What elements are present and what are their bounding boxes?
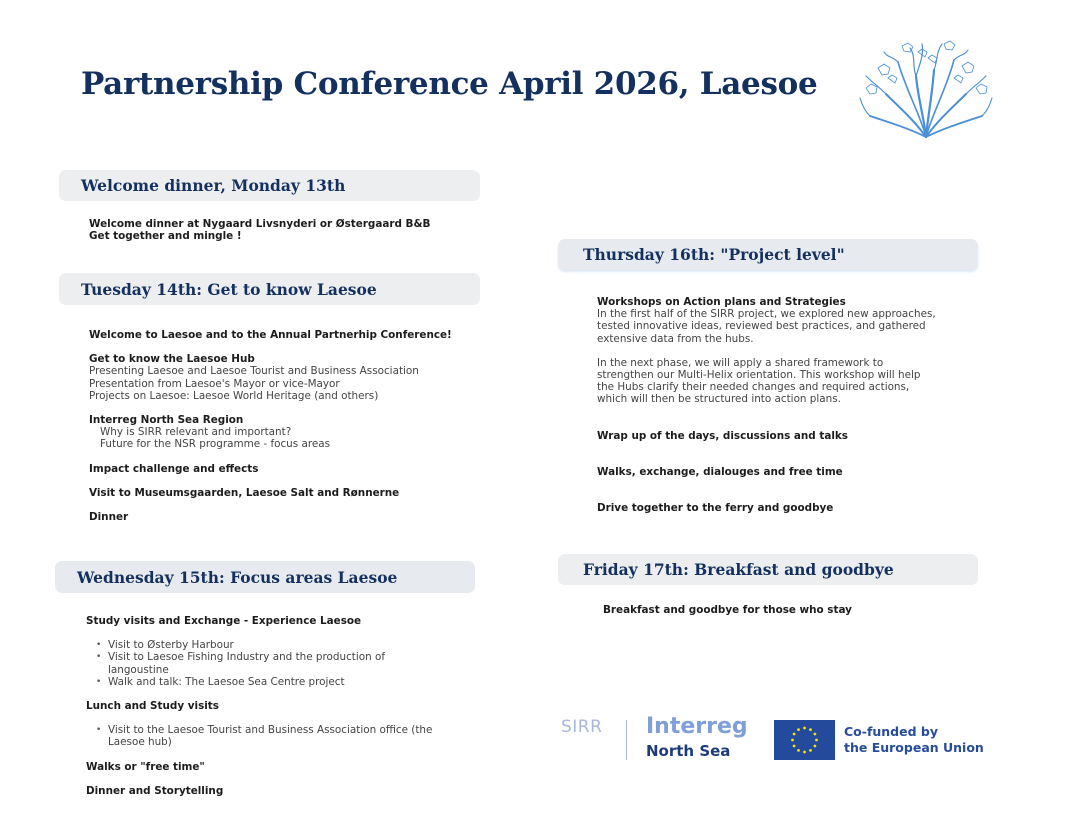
heading-text: Friday 17th: Breakfast and goodbye bbox=[583, 560, 894, 579]
study-item: • Visit to Laesoe Fishing Industry and the production of langoustine bbox=[108, 651, 408, 675]
breakfast-line: Breakfast and goodbye for those who stay bbox=[603, 604, 852, 616]
study-title: Study visits and Exchange - Experience Laesoe bbox=[86, 615, 362, 627]
eu-flag-icon bbox=[774, 720, 835, 760]
day-heading-thursday bbox=[558, 239, 978, 270]
eu-line: the European Union bbox=[844, 740, 984, 755]
wrap-line: Wrap up of the days, discussions and talks bbox=[597, 429, 848, 442]
dinner-line: Dinner and Storytelling bbox=[86, 784, 224, 797]
sirr-logo: SIRR bbox=[561, 717, 603, 737]
eu-cofunded-label bbox=[844, 724, 984, 756]
walks-line: Walks or "free time" bbox=[86, 760, 205, 773]
workshop-paragraph: In the next phase, we will apply a shared framework to strengthen our Multi-Helix orientation. This workshop will help the Hubs clarify their needed changes and required actions, which will then be structured into action plans. bbox=[597, 356, 921, 406]
interreg-title: Interreg North Sea Region bbox=[89, 414, 244, 427]
hub-item: Presenting Laesoe and Laesoe Tourist and Business Association bbox=[89, 365, 419, 378]
day-heading-friday bbox=[558, 554, 978, 585]
day-heading-monday bbox=[59, 170, 480, 201]
heading-text: Thursday 16th: "Project level" bbox=[583, 245, 845, 264]
eu-line: Co-funded by bbox=[844, 724, 939, 739]
day-heading-tuesday bbox=[59, 273, 480, 305]
detail-line: Welcome dinner at Nygaard Livsnyderi or Østergaard B&B bbox=[89, 218, 431, 230]
lunch-title: Lunch and Study visits bbox=[86, 700, 219, 713]
workshop-paragraph: In the first half of the SIRR project, we explored new approaches, tested innovative ideas, reviewed best practices, and gathered extensive data from the hubs. bbox=[597, 308, 936, 345]
interreg-item: Future for the NSR programme - focus areas bbox=[100, 438, 331, 451]
day-heading-wednesday bbox=[55, 561, 475, 593]
impact-line: Impact challenge and effects bbox=[89, 462, 259, 475]
detail-line: Get together and mingle ! bbox=[89, 230, 242, 243]
dinner-line: Dinner bbox=[89, 511, 129, 524]
hub-item: Presentation from Laesoe's Mayor or vice-Mayor bbox=[89, 377, 340, 390]
lunch-item: • Visit to the Laesoe Tourist and Business Association office (the Laesoe hub) bbox=[108, 724, 453, 748]
drive-line: Drive together to the ferry and goodbye bbox=[597, 502, 834, 515]
tuesday-details bbox=[89, 329, 452, 523]
hub-item: Projects on Laesoe: Laesoe World Heritage (and others) bbox=[89, 389, 379, 402]
heading-text: Welcome dinner, Monday 13th bbox=[81, 176, 346, 195]
hub-title: Get to know the Laesoe Hub bbox=[89, 353, 255, 366]
wednesday-details bbox=[86, 615, 456, 797]
study-item: • Walk and talk: The Laesoe Sea Centre project bbox=[108, 676, 456, 688]
workshop-title: Workshops on Action plans and Strategies bbox=[597, 296, 846, 308]
welcome-line: Welcome to Laesoe and to the Annual Partnerhip Conference! bbox=[89, 329, 452, 341]
page-title: Partnership Conference April 2026, Laesoe bbox=[81, 66, 818, 102]
monday-details bbox=[89, 218, 430, 242]
walks-line: Walks, exchange, dialouges and free time bbox=[597, 465, 843, 478]
heading-text: Tuesday 14th: Get to know Laesoe bbox=[81, 279, 377, 299]
north-sea-label: North Sea bbox=[646, 742, 731, 760]
visit-line: Visit to Museumsgaarden, Laesoe Salt and Rønnerne bbox=[89, 486, 400, 499]
interreg-item: Why is SIRR relevant and important? bbox=[100, 426, 292, 439]
interreg-logo: Interreg bbox=[646, 714, 748, 739]
heading-text: Wednesday 15th: Focus areas Laesoe bbox=[77, 567, 398, 587]
logo-divider bbox=[626, 720, 627, 760]
thursday-details bbox=[597, 296, 937, 514]
study-item: • Visit to Østerby Harbour bbox=[108, 639, 456, 651]
coral-tree-logo-icon bbox=[858, 38, 994, 140]
friday-details bbox=[603, 604, 852, 616]
